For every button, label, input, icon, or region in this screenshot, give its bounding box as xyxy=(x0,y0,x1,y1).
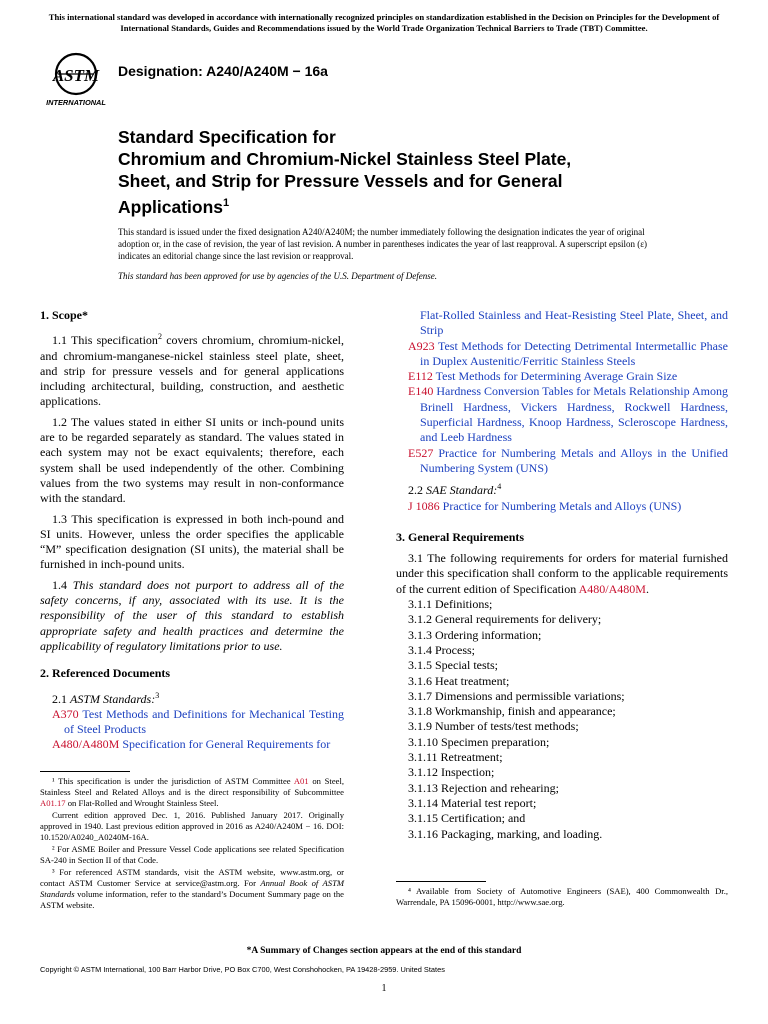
paragraph-1-1: 1.1 This specification$^2$ covers chromium, chromium-nickel, and chromium-manganese-nickel stainless steel plate, sheet, and strip for pressure vessels and for general applications including architectural, building, construction, and aesthetic applications. xyxy=(40,332,344,409)
footnote-divider xyxy=(40,771,130,772)
requirement-list-item: 3.1.13 Rejection and rehearing; xyxy=(408,780,559,795)
reference-link[interactable]: E140 xyxy=(408,384,434,399)
copyright: Copyright © ASTM International, 100 Barr Harbor Drive, PO Box C700, West Conshohocken, PA 19428-2959. United States xyxy=(40,965,445,974)
section-heading-general-requirements: 3. General Requirements xyxy=(396,529,525,544)
footnote-marker[interactable]: 2 xyxy=(157,332,162,342)
subsection-astm-standards: 2.1 ASTM Standards:$^3$ xyxy=(52,690,160,706)
requirement-list-item: 3.1.6 Heat treatment; xyxy=(408,673,510,688)
requirement-list-item: 3.1.1 Definitions; xyxy=(408,597,493,612)
requirement-list-item: 3.1.7 Dimensions and permissible variations; xyxy=(408,688,625,703)
reference-item: E527 Practice for Numbering Metals and Alloys in the Unified Numbering System (UNS) xyxy=(408,445,728,475)
requirement-list-item: 3.1.16 Packaging, marking, and loading. xyxy=(408,826,603,841)
requirement-list-item: 3.1.3 Ordering information; xyxy=(408,627,542,642)
requirement-list-item: 3.1.15 Certification; and xyxy=(408,811,526,826)
paragraph-1-4: 1.4 This standard does not purport to address all of the safety concerns, if any, associated with its use. It is the responsibility of the user of this standard to establish appropriate safety and health practices and determine the applicability of regulatory limitations prior to use. xyxy=(40,577,345,653)
designation: Designation: A240/A240M − 16a xyxy=(118,63,328,79)
subcommittee-link[interactable]: A01.17 xyxy=(40,798,66,808)
subsection-sae-standard: 2.2 SAE Standard:$^4$ xyxy=(408,482,502,498)
top-notice: This international standard was developed in accordance with internationally recognized principles on standardization established in the Decision on Principles for the Development of International Standards, Guides and Recommendations issued by the World Trade Organization Technical Barriers to Trade (TBT) Committee. xyxy=(48,12,720,33)
reference-link[interactable]: A480/A480M xyxy=(52,737,120,752)
reference-item: A923 Test Methods for Detecting Detrimental Intermetallic Phase in Duplex Austenitic/Ferritic Stainless Steels xyxy=(408,338,728,368)
reference-link[interactable]: A370 xyxy=(52,706,79,721)
reference-link[interactable]: E112 xyxy=(408,369,433,384)
section-heading-referenced-documents: 2. Referenced Documents xyxy=(40,666,171,681)
footnote-2: ² For ASME Boiler and Pressure Vessel Code applications see related Specification SA-240 in Section II of that Code. xyxy=(40,844,344,865)
reference-link[interactable]: A923 xyxy=(408,338,435,353)
reference-item-continued: Flat-Rolled Stainless and Heat-Resisting Steel Plate, Sheet, and Strip xyxy=(420,308,728,338)
requirement-list-item: 3.1.11 Retreatment; xyxy=(408,750,503,765)
general-requirements-list xyxy=(396,597,728,842)
title-line: Chromium and Chromium-Nickel Stainless Steel Plate, xyxy=(118,149,572,169)
footnote-4: ⁴ Available from Society of Automotive Engineers (SAE), 400 Commonwealth Dr., Warrendale, PA 15096-0001, http://www.sae.org. xyxy=(396,886,728,907)
document-title xyxy=(118,126,678,218)
reference-link[interactable]: E527 xyxy=(408,445,434,460)
astm-logo-icon xyxy=(40,52,112,108)
footnote-1-edition: Current edition approved Dec. 1, 2016. Published January 2017. Originally approved in 1940. Last previous edition approved in 2016 as A240/A240M − 16. DOI: 10.1520/A0240_A0240M-16A. xyxy=(40,810,344,842)
svg-text:ASTM: ASTM xyxy=(52,66,100,85)
reference-item: J 1086 Practice for Numbering Metals and Alloys (UNS) xyxy=(408,498,682,513)
page-number: 1 xyxy=(381,983,387,994)
footnotes-right xyxy=(396,886,728,908)
paragraph-1-3: 1.3 This specification is expressed in both inch-pound and SI units. However, unless the order specifies the applicable “M” specification designation (SI units), the material shall be furnished in inch-pound units. xyxy=(40,511,344,572)
footnotes xyxy=(40,776,344,912)
reference-link[interactable]: A480/A480M xyxy=(578,581,646,596)
title-line: Standard Specification for xyxy=(118,127,336,147)
title-line: Sheet, and Strip for Pressure Vessels and for General xyxy=(118,171,563,191)
astm-logo xyxy=(40,52,112,108)
requirement-list-item: 3.1.10 Specimen preparation; xyxy=(408,734,550,749)
requirement-list-item: 3.1.14 Material test report; xyxy=(408,795,537,810)
reference-item: E112 Test Methods for Determining Average Grain Size xyxy=(408,369,678,384)
reference-item: A480/A480M Specification for General Requirements for xyxy=(52,737,331,752)
committee-link[interactable]: A01 xyxy=(293,776,309,786)
requirement-list-item: 3.1.12 Inspection; xyxy=(408,765,495,780)
footnote-1: ¹ This specification is under the jurisdiction of ASTM Committee A01 on Steel, Stainless Steel and Related Alloys and is the direct responsibility of Subcommittee A01.17 on Flat-Rolled and Wrought Stainless Steel. xyxy=(40,776,344,808)
section-heading-scope: 1. Scope* xyxy=(40,308,88,322)
svg-text:INTERNATIONAL: INTERNATIONAL xyxy=(46,98,106,107)
footnote-marker[interactable]: 1 xyxy=(223,197,230,209)
paragraph-3-1: 3.1 The following requirements for orders for material furnished under this specification shall conform to the applicable requirements of the current edition of Specification A480/A480M. xyxy=(396,551,728,596)
requirement-list-item: 3.1.2 General requirements for delivery; xyxy=(408,612,602,627)
reference-item: E140 Hardness Conversion Tables for Metals Relationship Among Brinell Hardness, Vickers Hardness, Rockwell Hardness, Superficial Hardness, Knoop Hardness, Scleroscope Hardness, and Leeb Hardness xyxy=(408,384,728,445)
requirement-list-item: 3.1.5 Special tests; xyxy=(408,658,498,673)
requirement-list-item: 3.1.9 Number of tests/test methods; xyxy=(408,719,579,734)
reference-link[interactable]: J 1086 xyxy=(408,498,440,513)
footnote-3: ³ For referenced ASTM standards, visit the ASTM website, www.astm.org, or contact ASTM Customer Service at service@astm.org. For Annual Book of ASTM Standards volume information, refer to the standard’s Document Summary page on the ASTM website. xyxy=(40,867,345,910)
reference-item: A370 Test Methods and Definitions for Mechanical Testing of Steel Products xyxy=(52,706,344,737)
right-column xyxy=(396,308,728,842)
defense-note: This standard has been approved for use by agencies of the U.S. Department of Defense. xyxy=(118,271,438,281)
left-column xyxy=(40,308,344,753)
title-line: Applications$^1$ xyxy=(118,196,230,217)
issue-note: This standard is issued under the fixed designation A240/A240M; the number immediately following the designation indicates the year of original adoption or, in the case of revision, the year of last revision. A number in parentheses indicates the year of last reapproval. A superscript epsilon (ε) indicates an editorial change since the last revision or reapproval. xyxy=(118,227,648,261)
summary-of-changes-note: *A Summary of Changes section appears at the end of this standard xyxy=(246,946,522,956)
requirement-list-item: 3.1.4 Process; xyxy=(408,642,475,657)
footnote-divider xyxy=(396,881,486,882)
requirement-list-item: 3.1.8 Workmanship, finish and appearance; xyxy=(408,704,616,719)
paragraph-1-2: 1.2 The values stated in either SI units or inch-pound units are to be regarded separately as standard. The values stated in each system may not be exact equivalents; therefore, each system shall be used independently of the other. Combining values from the two systems may result in non-conformance with the standard. xyxy=(40,414,344,506)
